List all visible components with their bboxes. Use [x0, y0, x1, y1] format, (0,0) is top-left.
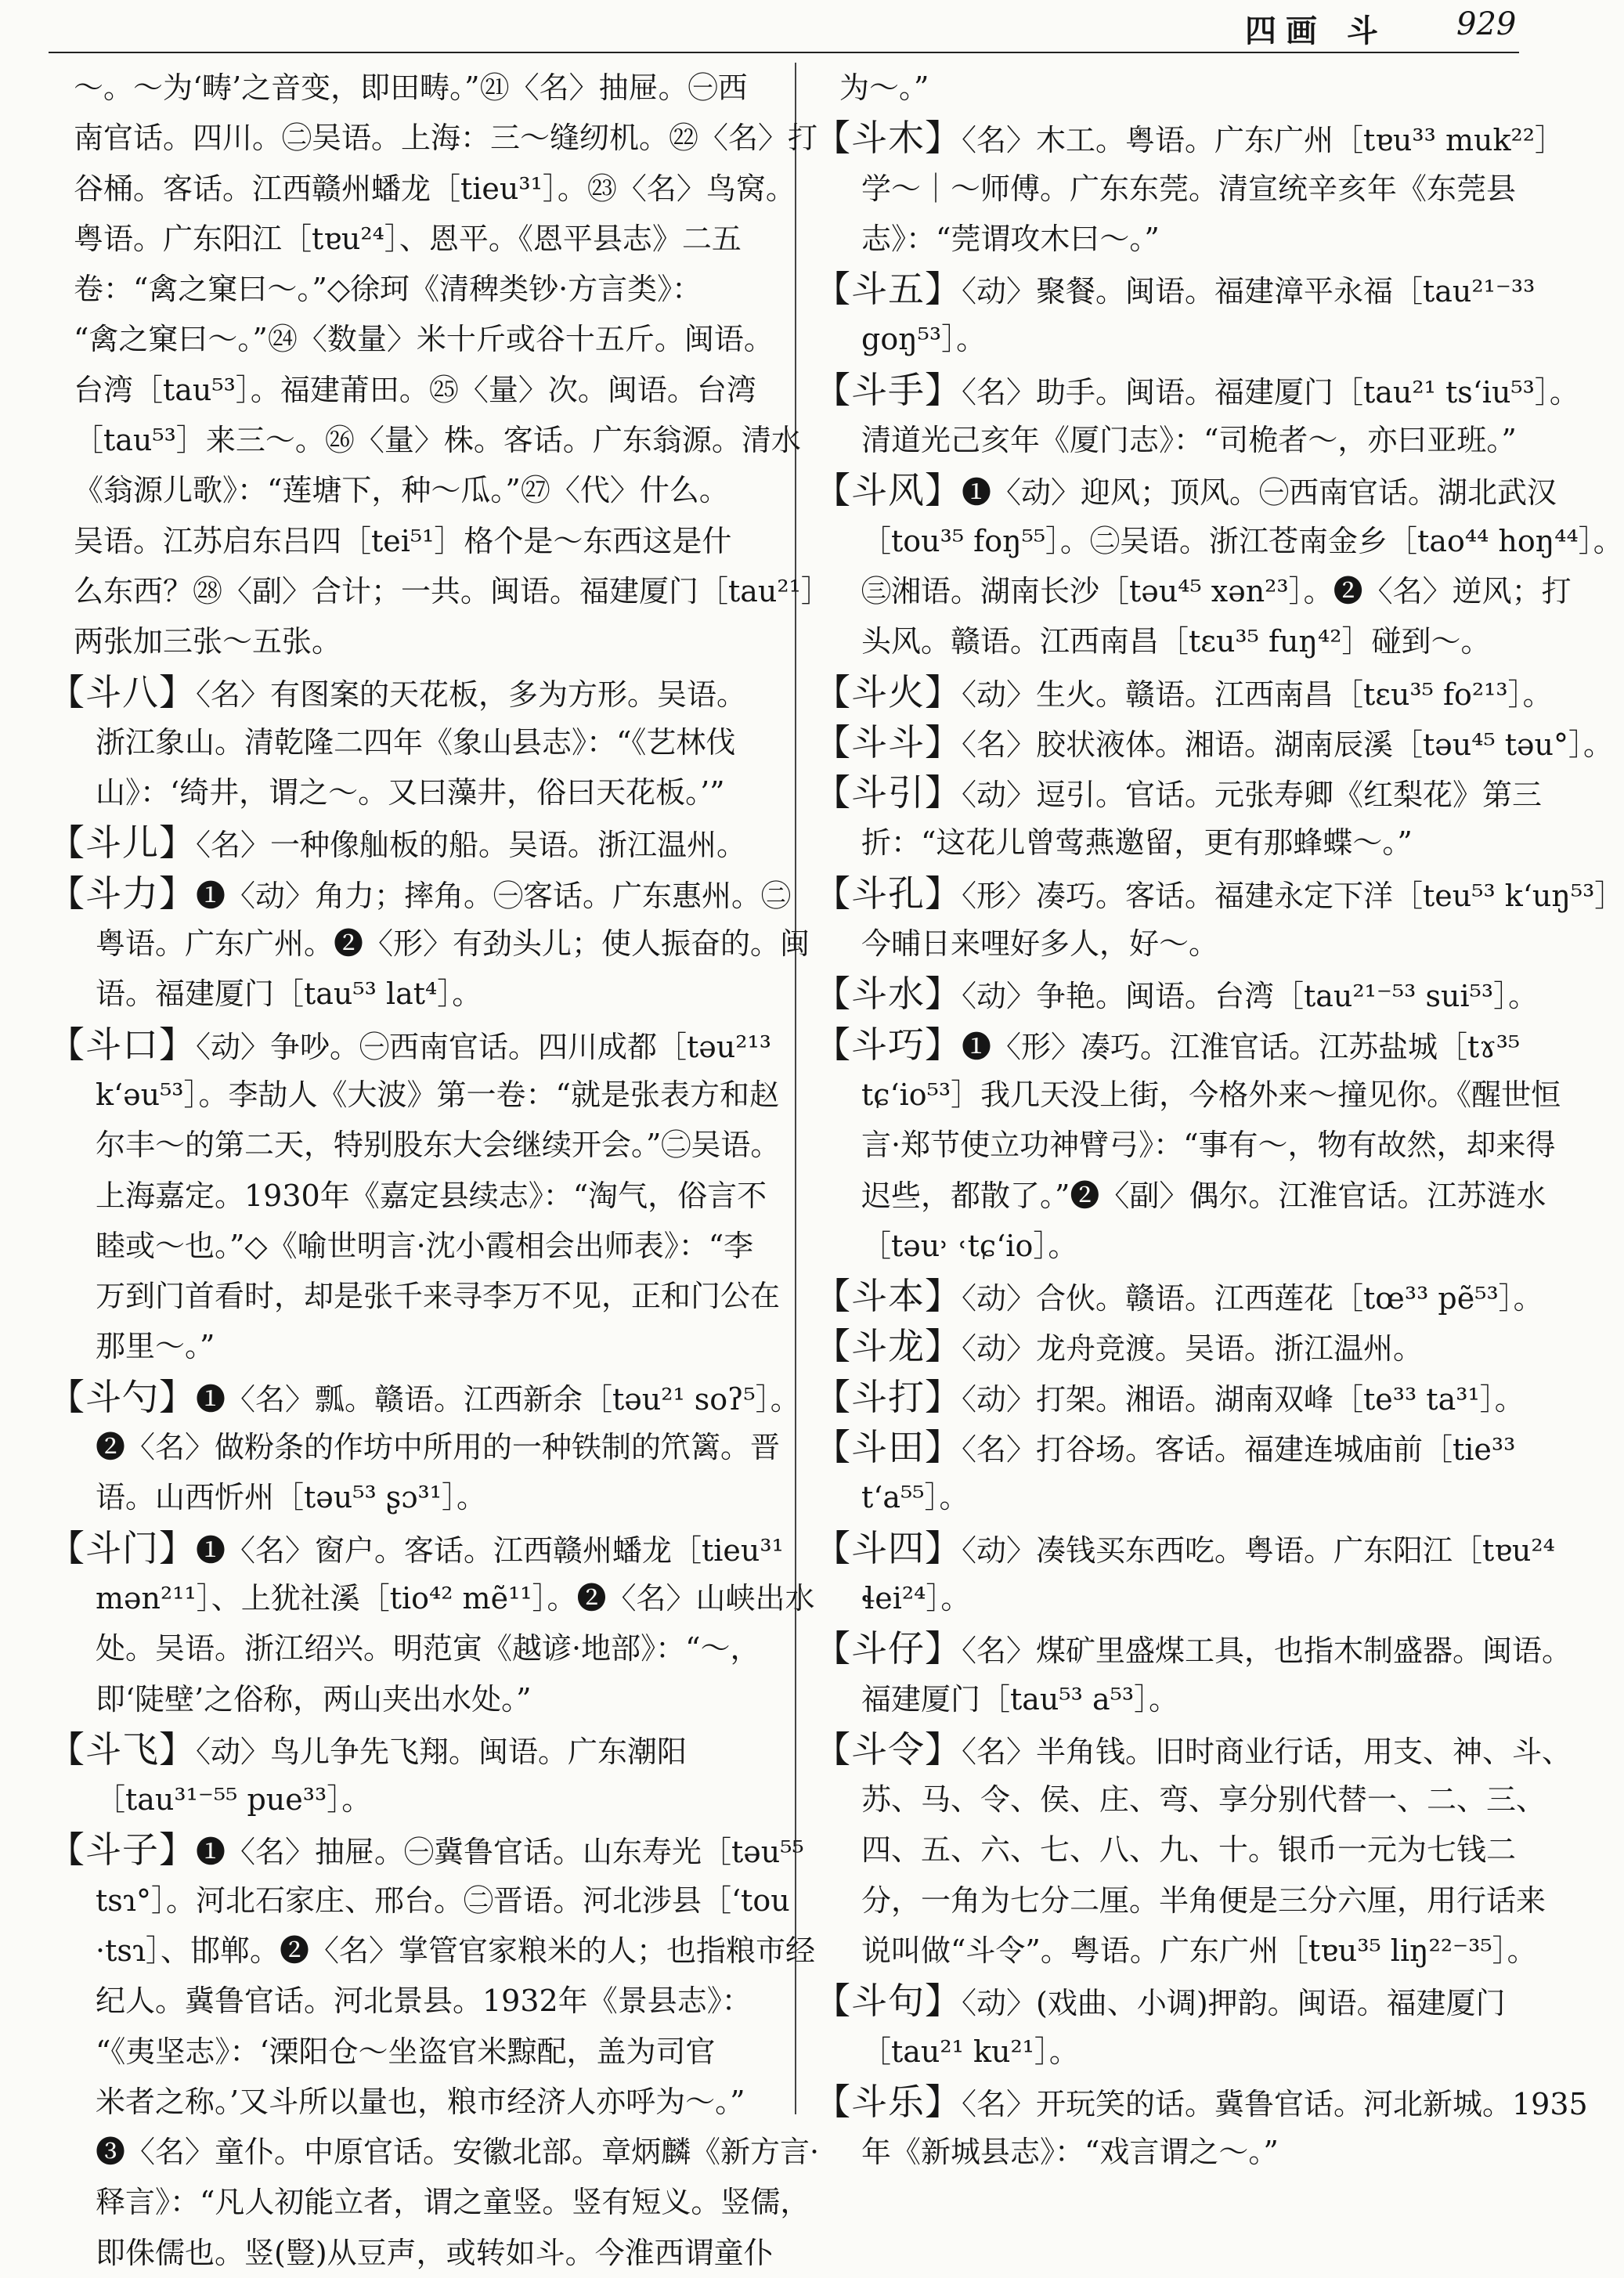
line-text: ɬei²⁴］。	[861, 1580, 971, 1616]
entry-first-line	[814, 1020, 1519, 1070]
line-text: mən²¹¹］、上犹社溪［tio⁴² mẽ¹¹］。❷〈名〉山峡出水	[96, 1580, 815, 1616]
headword: 【斗力】	[49, 872, 196, 915]
entry-first-line	[814, 667, 1553, 717]
line-text: 那里～。”	[96, 1329, 215, 1364]
line-text: ❸〈名〉童仆。中原官话。安徽北部。章炳麟《新方言·	[96, 2135, 820, 2170]
line-text: ❶〈名〉瓢。赣语。江西新余［təu²¹ soʔ⁵］。	[196, 1381, 800, 1417]
line-text: 迟些，都散了。”❷〈副〉偶尔。江淮官话。江苏涟水	[861, 1178, 1546, 1213]
line-text: ［təu˒ ˓tɕ‘io］。	[861, 1228, 1078, 1263]
entry-first-line	[814, 1271, 1543, 1321]
text-line	[814, 516, 1623, 566]
line-text: 两张加三张～五张。	[74, 624, 342, 659]
line-text: 说叫做“斗令”。粤语。广东广州［tɐu³⁵ liŋ²²⁻³⁵］。	[861, 1933, 1537, 1968]
line-text: 〈名〉木工。粤语。广东广州［tɐu³³ muk²²］	[962, 123, 1564, 158]
line-text: 〈动〉生火。赣语。江西南昌［tɛu³⁵ fo²¹³］。	[962, 677, 1553, 712]
text-line	[814, 1774, 1546, 1825]
line-text: ㊂湘语。湖南长沙［təu⁴⁵ xən²³］。❷〈名〉逆风；打	[861, 573, 1572, 608]
line-text: 学～｜～师傅。广东东莞。清宣统辛亥年《东莞县	[861, 171, 1517, 206]
entry-first-line	[49, 1523, 784, 1573]
line-text: 睦或～也。”◇《喻世明言·沈小霞相会出师表》：“李	[96, 1228, 754, 1263]
headword: 【斗巧】	[814, 1023, 962, 1066]
headword: 【斗仔】	[814, 1627, 962, 1670]
line-text: 尔丰～的第二天，特别股东大会继续开会。”㊁吴语。	[96, 1128, 781, 1163]
line-text: goŋ⁵³］。	[861, 322, 987, 357]
line-text: 清道光己亥年《厦门志》：“司桅者～，亦曰亚班。”	[861, 423, 1517, 458]
line-text: 〈动〉合伙。赣语。江西莲花［tœ³³ pẽ⁵³］。	[962, 1281, 1543, 1316]
entry-first-line	[49, 1825, 804, 1875]
line-text: 福建厦门［tau⁵³ a⁵³］。	[861, 1681, 1179, 1717]
left-column	[49, 63, 831, 2278]
text-line	[814, 2027, 1519, 2077]
headword: 【斗引】	[814, 771, 962, 814]
text-line	[49, 1926, 816, 1976]
text-line	[49, 214, 781, 264]
headword: 【斗田】	[814, 1426, 962, 1469]
line-text: 苏、马、令、侯、庄、弯、享分别代替一、二、三、	[861, 1782, 1546, 1818]
text-line	[814, 1120, 1556, 1170]
line-text: 山》：‘绮井，谓之～。又曰藻井，俗曰天花板。’”	[96, 775, 725, 810]
entry-first-line	[814, 717, 1614, 767]
line-text: 台湾［tau⁵³］。福建莆田。㉕〈量〉次。闽语。台湾	[74, 372, 756, 407]
line-text: 分，一角为七分二厘。半角便是三分六厘，用行话来	[861, 1883, 1546, 1918]
text-line	[49, 1070, 781, 1120]
line-text: 〈名〉一种像舢板的船。吴语。浙江温州。	[196, 828, 747, 863]
header-rule	[49, 52, 1519, 53]
entry-first-line	[814, 1976, 1519, 2026]
line-text: “《夷坚志》：‘溧阳仓～坐盗官米黥配，盖为司官	[96, 2034, 716, 2069]
line-text: 〈动〉争艳。闽语。台湾［tau²¹⁻⁵³ sui⁵³］。	[962, 979, 1539, 1014]
line-text: 〈动〉凑钱买东西吃。粤语。广东阳江［tɐu²⁴	[962, 1533, 1555, 1568]
column-divider	[795, 63, 796, 2114]
line-text: 么东西？㉘〈副〉合计；一共。闽语。福建厦门［tau²¹］	[74, 573, 831, 608]
line-text: 即侏儒也。竖(豎)从豆声，或转如斗。今淮西谓童仆	[96, 2235, 774, 2270]
line-text: 浙江象山。清乾隆二四年《象山县志》：“《艺林伐	[96, 724, 736, 760]
line-text: ［tau²¹ ku²¹］。	[861, 2034, 1079, 2069]
text-line	[814, 314, 1519, 364]
entry-first-line	[814, 767, 1543, 818]
line-text: tsɿ°］。河北石家庄、邢台。㊁晋语。河北涉县［‘tou	[96, 1883, 790, 1918]
line-text: ［tau⁵³］来三～。㉖〈量〉株。客话。广东翁源。清水	[74, 423, 801, 458]
entry-first-line	[814, 1623, 1572, 1673]
line-text: 上海嘉定。1930年《嘉定县续志》：“淘气，俗言不	[96, 1178, 767, 1213]
text-line	[49, 2127, 820, 2177]
line-text: 即‘陡壁’之俗称，两山夹出水处。”	[96, 1681, 532, 1717]
text-line	[814, 1674, 1519, 1724]
text-line	[814, 2127, 1519, 2177]
line-text: 〈动〉鸟儿争先飞翔。闽语。广东潮阳	[196, 1734, 687, 1769]
text-line	[49, 1472, 781, 1522]
line-text: 〈名〉半角钱。旧时商业行话，用支、神、斗、	[962, 1734, 1572, 1769]
text-line	[814, 1926, 1537, 1976]
headword: 【斗风】	[814, 469, 962, 512]
line-text: ❶〈名〉窗户。客话。江西赣州蟠龙［tieu³¹	[196, 1533, 784, 1568]
line-text: 吴语。江苏启东吕四［tei⁵¹］格个是～东西这是什	[74, 523, 732, 558]
text-line	[49, 1271, 781, 1321]
text-line	[49, 365, 781, 415]
headword: 【斗勺】	[49, 1375, 196, 1418]
headword: 【斗水】	[814, 973, 962, 1016]
text-line	[49, 1976, 781, 2026]
line-text: 卷：“禽之窠曰～。”◇徐珂《清稗类钞·方言类》：	[74, 272, 702, 307]
entry-first-line	[49, 1724, 781, 1774]
text-line	[814, 1171, 1546, 1221]
text-line	[49, 63, 781, 113]
entry-first-line	[814, 868, 1624, 919]
headword: 【斗口】	[49, 1023, 196, 1066]
headword: 【斗火】	[814, 670, 962, 713]
text-line	[49, 1221, 781, 1271]
entry-first-line	[814, 1321, 1519, 1371]
text-line	[49, 969, 781, 1019]
entry-first-line	[49, 1020, 781, 1070]
text-line	[49, 113, 818, 163]
entry-first-line	[814, 1372, 1525, 1422]
line-text: k‘əu⁵³］。李劼人《大波》第一卷：“就是张表方和赵	[96, 1077, 779, 1112]
line-text: ［tou³⁵ foŋ⁵⁵］。㊁吴语。浙江苍南金乡［tao⁴⁴ hoŋ⁴⁴］。	[861, 523, 1623, 558]
text-line	[49, 1674, 781, 1724]
entry-first-line	[814, 365, 1579, 415]
line-text: ❶〈动〉迎风；顶风。㊀西南官话。湖北武汉	[962, 475, 1557, 511]
text-line	[814, 415, 1519, 465]
line-text: 言·郑节使立功神臂弓》：“事有～，物有故然，却来得	[861, 1128, 1556, 1163]
right-column	[814, 63, 1624, 2177]
text-line	[49, 465, 781, 515]
text-line	[49, 919, 810, 969]
headword: 【斗斗】	[814, 720, 962, 764]
line-text: 头风。赣语。江西南昌［tɛu³⁵ fuŋ⁴²］碰到～。	[861, 624, 1491, 659]
entry-first-line	[49, 667, 781, 717]
text-line	[49, 415, 801, 465]
headword: 【斗龙】	[814, 1325, 962, 1368]
text-line	[49, 1321, 781, 1371]
text-line	[49, 1875, 790, 1926]
text-line	[49, 2077, 781, 2127]
text-line	[49, 1171, 781, 1221]
headword: 【斗四】	[814, 1526, 962, 1569]
line-text: 万到门首看时，却是张千来寻李万不见，正和门公在	[96, 1279, 781, 1314]
text-line	[49, 767, 781, 818]
entry-first-line	[814, 113, 1564, 163]
entry-first-line	[814, 969, 1539, 1019]
line-text: 《翁源儿歌》：“莲塘下，种～瓜。”㉗〈代〉什么。	[74, 473, 729, 508]
headword: 【斗句】	[814, 1980, 962, 2023]
line-text: t‘a⁵⁵］。	[861, 1480, 969, 1515]
headword: 【斗令】	[814, 1727, 962, 1771]
line-text: 粤语。广东阳江［tɐu²⁴］、恩平。《恩平县志》二五	[74, 221, 742, 256]
entry-first-line	[814, 1523, 1555, 1573]
text-line	[814, 1472, 1519, 1522]
text-line	[49, 616, 781, 666]
line-text: 谷桶。客话。江西赣州蟠龙［tieu³¹］。㉓〈名〉鸟窝。	[74, 171, 796, 206]
page-header	[0, 0, 1566, 56]
text-line	[49, 1120, 781, 1170]
text-line	[49, 1774, 781, 1825]
headword: 【斗儿】	[49, 821, 196, 865]
line-text: 年《新城县志》：“戏言谓之～。”	[861, 2135, 1279, 2170]
text-line	[814, 919, 1519, 969]
text-line	[49, 1623, 781, 1673]
line-text: 志》：“莞谓攻木曰～。”	[861, 221, 1160, 256]
text-line	[814, 1573, 1519, 1623]
line-text: “禽之窠曰～。”㉔〈数量〉米十斤或谷十五斤。闽语。	[74, 322, 774, 357]
line-text: 米者之称。’又斗所以量也，粮市经济人亦呼为～。”	[96, 2084, 745, 2119]
line-text: ❶〈形〉凑巧。江淮官话。江苏盐城［tɤ³⁵	[962, 1029, 1521, 1064]
entry-first-line	[814, 264, 1536, 314]
text-line	[814, 1070, 1561, 1120]
text-line	[814, 616, 1519, 666]
text-line	[814, 164, 1519, 214]
running-head: 四画 斗	[1245, 13, 1388, 49]
line-text: 〈名〉开玩笑的话。冀鲁官话。河北新城。1935	[962, 2086, 1588, 2121]
line-text: ❶〈名〉抽屉。㊀冀鲁官话。山东寿光［təu⁵⁵	[196, 1835, 804, 1870]
entry-first-line	[49, 1372, 800, 1422]
entry-first-line	[814, 2077, 1588, 2127]
line-text: 〈动〉龙舟竞渡。吴语。浙江温州。	[962, 1331, 1424, 1366]
line-text: ❶〈动〉角力；摔角。㊀客话。广东惠州。㊁	[196, 878, 792, 913]
entry-first-line	[49, 818, 781, 868]
text-line	[814, 1221, 1519, 1271]
line-text: 〈动〉打架。湘语。湖南双峰［te³³ ta³¹］。	[962, 1381, 1525, 1417]
headword: 【斗五】	[814, 268, 962, 311]
line-text: 为～。”	[839, 70, 929, 105]
text-line	[49, 264, 781, 314]
headword: 【斗本】	[814, 1275, 962, 1318]
text-line	[49, 1573, 815, 1623]
line-text: 〈名〉助手。闽语。福建厦门［tau²¹ ts‘iu⁵³］。	[962, 374, 1579, 410]
entry-first-line	[814, 1724, 1572, 1774]
line-text: 〈动〉争吵。㊀西南官话。四川成都［təu²¹³	[196, 1029, 771, 1064]
entry-first-line	[814, 1422, 1519, 1472]
line-text: ～。～为‘畴’之音变，即田畴。”㉑〈名〉抽屉。㊀西	[74, 70, 748, 105]
entry-first-line	[49, 868, 792, 919]
text-line	[49, 566, 831, 616]
headword: 【斗木】	[814, 117, 962, 160]
line-text: 〈名〉打谷场。客话。福建连城庙前［tie³³	[962, 1432, 1516, 1468]
text-line	[49, 2027, 781, 2077]
text-line	[814, 1875, 1546, 1926]
page-number: 929	[1456, 6, 1517, 42]
line-text: 〈名〉有图案的天花板，多为方形。吴语。	[196, 677, 747, 712]
line-text: 处。吴语。浙江绍兴。明范寅《越谚·地部》：“～，	[96, 1631, 760, 1666]
line-text: 语。福建厦门［tau⁵³ lat⁴］。	[96, 977, 482, 1012]
line-text: 纪人。冀鲁官话。河北景县。1932年《景县志》：	[96, 1984, 752, 2019]
text-line	[814, 566, 1572, 616]
line-text: 语。山西忻州［təu⁵³ ʂɔ³¹］。	[96, 1480, 487, 1515]
text-line	[814, 1825, 1519, 1875]
line-text: ❷〈名〉做粉条的作坊中所用的一种铁制的笊篱。晋	[96, 1430, 781, 1465]
line-text: 〈名〉煤矿里盛煤工具，也指木制盛器。闽语。	[962, 1634, 1572, 1669]
text-line	[49, 516, 781, 566]
line-text: 今晡日来哩好多人，好～。	[861, 926, 1219, 962]
text-line	[49, 164, 796, 214]
line-text: ·tsɿ］、邯郸。❷〈名〉掌管官家粮米的人；也指粮市经	[96, 1933, 816, 1968]
headword: 【斗八】	[49, 670, 196, 713]
text-line	[49, 2177, 810, 2227]
headword: 【斗孔】	[814, 872, 962, 915]
headword: 【斗手】	[814, 368, 962, 411]
headword: 【斗乐】	[814, 2080, 962, 2123]
text-line	[814, 63, 1519, 113]
text-line	[814, 818, 1519, 868]
headword: 【斗飞】	[49, 1727, 196, 1771]
line-text: ［tau³¹⁻⁵⁵ pue³³］。	[96, 1782, 372, 1818]
text-line	[49, 2228, 781, 2278]
line-text: 〈名〉胶状液体。湘语。湖南辰溪［təu⁴⁵ təu°］。	[962, 727, 1614, 762]
line-text: 四、五、六、七、八、九、十。银币一元为七钱二	[861, 1832, 1517, 1868]
line-text: 折：“这花儿曾莺燕邀留，更有那蜂蝶～。”	[861, 825, 1413, 861]
line-text: 〈动〉(戏曲、小调)押韵。闽语。福建厦门	[962, 1986, 1506, 2021]
line-text: tɕ‘io⁵³］我几天没上街，今格外来～撞见你。《醒世恒	[861, 1077, 1561, 1112]
headword: 【斗打】	[814, 1375, 962, 1418]
line-text: 粤语。广东广州。❷〈形〉有劲头儿；使人振奋的。闽	[96, 926, 810, 962]
line-text: 〈形〉凑巧。客话。福建永定下洋［teu⁵³ k‘uŋ⁵³］	[962, 878, 1624, 913]
line-text: 南官话。四川。㊁吴语。上海：三～缝纫机。㉒〈名〉打	[74, 121, 818, 156]
text-line	[49, 1422, 781, 1472]
entry-first-line	[814, 465, 1557, 515]
line-text: 释言》：“凡人初能立者，谓之童竖。竖有短义。竖儒，	[96, 2185, 810, 2220]
line-text: 〈动〉聚餐。闽语。福建漳平永福［tau²¹⁻³³	[962, 274, 1536, 309]
headword: 【斗门】	[49, 1526, 196, 1569]
text-line	[49, 717, 781, 767]
text-line	[814, 214, 1519, 264]
headword: 【斗子】	[49, 1829, 196, 1872]
line-text: 〈动〉逗引。官话。元张寿卿《红梨花》第三	[962, 778, 1543, 813]
text-line	[49, 314, 781, 364]
